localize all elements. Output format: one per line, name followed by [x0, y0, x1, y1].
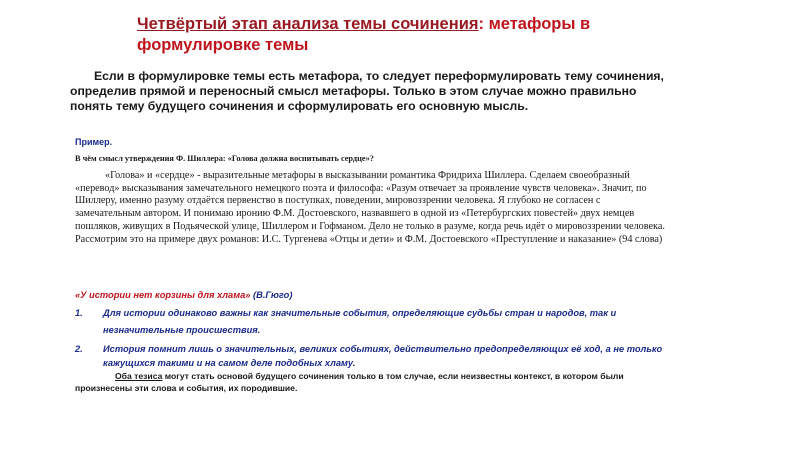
example-question: В чём смысл утверждения Ф. Шиллера: «Голова должна воспитывать сердце»?: [75, 154, 374, 163]
example-label: Пример.: [75, 137, 113, 147]
hugo-quote: [75, 290, 675, 300]
thesis-number: 2.: [75, 344, 83, 354]
thesis-item: [75, 342, 675, 370]
thesis-number: 1.: [75, 308, 83, 318]
intro-paragraph: Если в формулировке темы есть метафора, то следует переформулировать тему сочинения, определив прямой и переносный смысл метафоры. Только в этом случае можно правильно понять тему будущего сочинения и сформулировать его основную мысль.: [70, 69, 664, 114]
theses-list: [75, 305, 675, 370]
slide-title-rest: : метафоры в формулировке темы: [137, 15, 591, 54]
thesis-end-punctuation: .: [352, 358, 356, 368]
thesis-text: История помнит лишь о значительных, великих событиях, действительно предопределяющих её ход, а не только кажущихся такими и на самом деле подобных хламу: [103, 344, 663, 368]
quote-author: (В.Гюго): [253, 290, 293, 300]
conclusion-underlined: Оба тезиса: [115, 371, 163, 381]
slide-title-underlined: Четвёртый этап анализа темы сочинения: [137, 15, 479, 33]
thesis-item: [75, 305, 675, 339]
example-essay: «Голова» и «сердце» - выразительные метафоры в высказывании романтика Фридриха Шиллера. Сделаем своеобразный «перевод» высказывания замечательного немецкого поэта и философа: «Разум отвечает за проявление чувств человека». Значит, по Шиллеру, именно разуму отдаётся первенство в поступках, поведении, мировоззрении человека. Я глубоко не согласен с замечательным автором. И понимаю иронию Ф.М. Достоевского, назвавшего в одной из «Петербургских повестей» двух немцев пошляков, живущих в Подьяческой улице, Шиллером и Гофманом. Дело не только в разуме, когда речь идёт о мировоззрении человека. Рассмотрим это на примере двух романов: И.С. Тургенева «Отцы и дети» и Ф.М. Достоевского «Преступление и наказание» (94 слова): [75, 170, 665, 245]
quote-text: «У истории нет корзины для хлама»: [75, 290, 251, 300]
thesis-text: Для истории одинаково важны как значительные события, определяющие судьбы стран и народов, так и незначительные происшествия.: [103, 308, 617, 335]
conclusion-rest: могут стать основой будущего сочинения только в том случае, если неизвестны контекст, в котором были произнесены эти слова и события, их породившие.: [75, 371, 624, 393]
slide-title: [137, 14, 697, 56]
conclusion-paragraph: [75, 370, 665, 394]
